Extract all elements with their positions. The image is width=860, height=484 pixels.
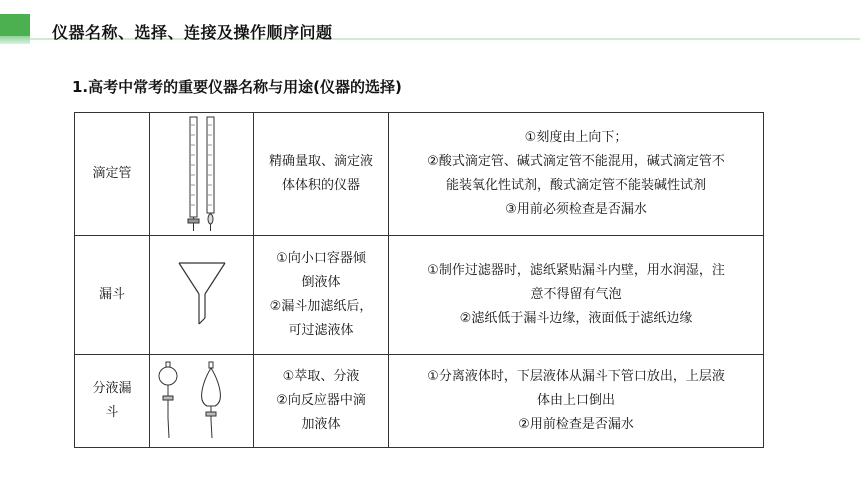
- instrument-use-line: ②向反应器中滴: [276, 393, 366, 408]
- table-row: [75, 113, 764, 236]
- instrument-use-line: ①向小口容器倾: [276, 251, 366, 266]
- instrument-name: 漏斗: [98, 287, 125, 302]
- instrument-use-line: 倒液体: [301, 275, 341, 290]
- table-row: [75, 236, 764, 355]
- instrument-use-line: ②漏斗加滤纸后，: [269, 299, 373, 314]
- instrument-use-cell: [254, 113, 389, 236]
- instrument-name-cell: [75, 113, 150, 236]
- section-title: 1.高考中常考的重要仪器名称与用途(仪器的选择): [72, 78, 402, 96]
- header-accent-shadow: [0, 36, 30, 44]
- funnel-icon: [177, 260, 227, 330]
- instrument-use-line: ①萃取、分液: [282, 369, 360, 384]
- header-title: 仪器名称、选择、连接及操作顺序问题: [52, 23, 333, 42]
- header-bar: [0, 0, 860, 64]
- instrument-use-line: 精确量取、滴定液: [268, 154, 373, 169]
- instrument-use-line: 体体积的仪器: [281, 178, 360, 193]
- instrument-note-line: 能装氧化性试剂，酸式滴定管不能装碱性试剂: [445, 178, 706, 193]
- instrument-note-line: 意不得留有气泡: [530, 287, 622, 302]
- instrument-use-cell: [254, 355, 389, 448]
- instrument-note-line: ①制作过滤器时，滤纸紧贴漏斗内壁，用水润湿，注: [427, 263, 725, 278]
- table-row: [75, 355, 764, 448]
- instrument-note-line: ②酸式滴定管、碱式滴定管不能混用，碱式滴定管不: [427, 154, 725, 169]
- instrument-name: 分液漏: [92, 381, 132, 396]
- instrument-note-cell: [389, 113, 764, 236]
- instrument-note-cell: [389, 236, 764, 355]
- instrument-name: 滴定管: [92, 166, 132, 181]
- instrument-use-line: 加液体: [301, 417, 341, 432]
- instrument-note-line: ①分离液体时，下层液体从漏斗下管口放出，上层液: [427, 369, 725, 384]
- burette-pair-icon: [182, 115, 222, 233]
- instrument-name: 斗: [105, 405, 119, 420]
- instrument-note-cell: [389, 355, 764, 448]
- instrument-note-line: 体由上口倒出: [536, 393, 615, 408]
- instrument-image-cell: [150, 236, 254, 355]
- instrument-note-line: ②用前检查是否漏水: [518, 417, 634, 432]
- instrument-note-line: ①刻度由上向下；: [524, 130, 628, 145]
- header-accent-block: [0, 14, 30, 38]
- separatory-funnel-icon: [157, 360, 247, 442]
- instrument-name-cell: [75, 236, 150, 355]
- instrument-use-line: 可过滤液体: [288, 323, 354, 338]
- instrument-image-cell: [150, 113, 254, 236]
- instrument-table: [74, 112, 764, 448]
- instrument-image-cell: [150, 355, 254, 448]
- instrument-note-line: ③用前必须检查是否漏水: [505, 202, 647, 217]
- instrument-note-line: ②滤纸低于漏斗边缘，液面低于滤纸边缘: [459, 311, 693, 326]
- instrument-name-cell: [75, 355, 150, 448]
- instrument-use-cell: [254, 236, 389, 355]
